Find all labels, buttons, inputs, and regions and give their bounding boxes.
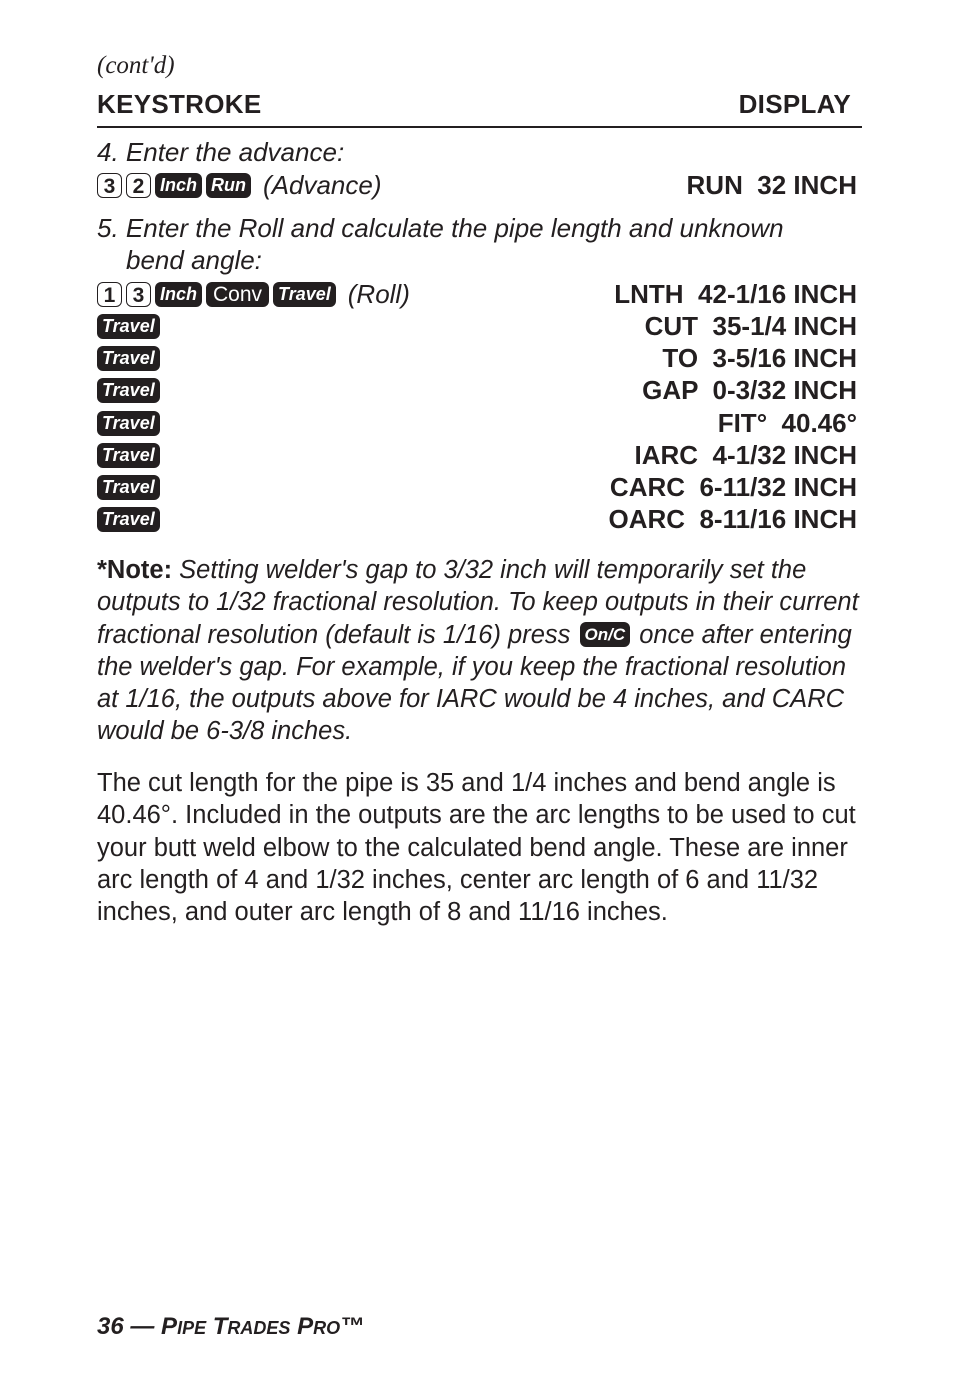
- step-5-keys: [97, 279, 410, 309]
- display-oarc: OARC 8-11/16 INCH: [608, 504, 857, 534]
- note-label: *Note:: [97, 556, 173, 584]
- run-key: Run: [206, 173, 251, 198]
- travel-key: Travel: [97, 475, 160, 500]
- display-to: TO 3-5/16 INCH: [662, 343, 857, 373]
- key-3: 3: [126, 282, 151, 307]
- page-number: 36 —: [97, 1313, 155, 1340]
- travel-key: Travel: [97, 346, 160, 371]
- travel-key: Travel: [97, 443, 160, 468]
- step-5-instruction-line1: 5. Enter the Roll and calculate the pipe length and unknown: [97, 213, 784, 243]
- conv-key: Conv: [206, 282, 269, 307]
- continued-label: (cont'd): [97, 52, 175, 79]
- footer-title-rades: RADES: [227, 1318, 291, 1338]
- note-text-b: once after entering the welder's gap. For example, if you keep the fractional resolution at 1/16, the outputs above for IARC would be 4 inches, and CARC would be 6-3/8 inches.: [97, 620, 852, 746]
- travel-row: [97, 472, 857, 502]
- travel-key: Travel: [97, 507, 160, 532]
- display-carc: CARC 6-11/32 INCH: [609, 472, 857, 502]
- inch-key: Inch: [155, 282, 202, 307]
- display-iarc: IARC 4-1/32 INCH: [634, 440, 857, 470]
- on-c-key: On/C: [580, 622, 631, 647]
- display-fit: FIT° 40.46°: [717, 408, 857, 438]
- travel-key: Travel: [97, 314, 160, 339]
- header-rule: [97, 126, 862, 128]
- footer-title-pr: P: [297, 1313, 314, 1340]
- display-gap: GAP 0-3/32 INCH: [642, 375, 857, 405]
- roll-note: (Roll): [347, 279, 410, 309]
- travel-row: [97, 440, 857, 470]
- advance-note: (Advance): [263, 170, 382, 200]
- key-2: 2: [126, 173, 151, 198]
- display-run: RUN 32 INCH: [686, 170, 857, 200]
- travel-row: [97, 343, 857, 373]
- step-4-keys: [97, 170, 382, 200]
- display-cut: CUT 35-1/4 INCH: [644, 311, 857, 341]
- note-paragraph: [97, 554, 862, 748]
- travel-row: [97, 504, 857, 534]
- step-5-row: [97, 279, 857, 309]
- travel-row: [97, 408, 857, 438]
- key-3: 3: [97, 173, 122, 198]
- page-footer: [97, 1313, 364, 1341]
- step-4-instruction: 4. Enter the advance:: [97, 137, 345, 167]
- display-header: DISPLAY: [738, 89, 851, 119]
- travel-row: [97, 311, 857, 341]
- summary-paragraph: The cut length for the pipe is 35 and 1/4 inches and bend angle is 40.46°. Included in the outputs are the arc lengths to be used to cut your butt weld elbow to the calculated bend angle. These are inner arc length of 4 and 1/32 inches, center arc length of 6 and 11/32 inches, and outer arc length of 8 and 11/16 inches.: [97, 769, 856, 927]
- travel-key: Travel: [97, 378, 160, 403]
- key-1: 1: [97, 282, 122, 307]
- inch-key: Inch: [155, 173, 202, 198]
- step-4-row: [97, 170, 857, 200]
- travel-key: Travel: [97, 411, 160, 436]
- step-5-instruction-line2: bend angle:: [126, 245, 262, 275]
- travel-key: Travel: [273, 282, 336, 307]
- footer-title-p: P: [161, 1313, 178, 1340]
- travel-row: [97, 375, 857, 405]
- footer-title-ipe: IPE: [177, 1318, 207, 1338]
- keystroke-header: KEYSTROKE: [97, 89, 262, 119]
- trademark: ™: [340, 1313, 365, 1340]
- footer-title-ro: RO: [313, 1318, 341, 1338]
- footer-title-t: T: [212, 1313, 228, 1340]
- display-lnth: LNTH 42-1/16 INCH: [614, 279, 857, 309]
- note-text-a: Setting welder's gap to 3/32 inch will temporarily set the outputs to 1/32 fractional resolution. To keep outputs in their current fractional resolution (default is 1/16) press: [97, 556, 859, 649]
